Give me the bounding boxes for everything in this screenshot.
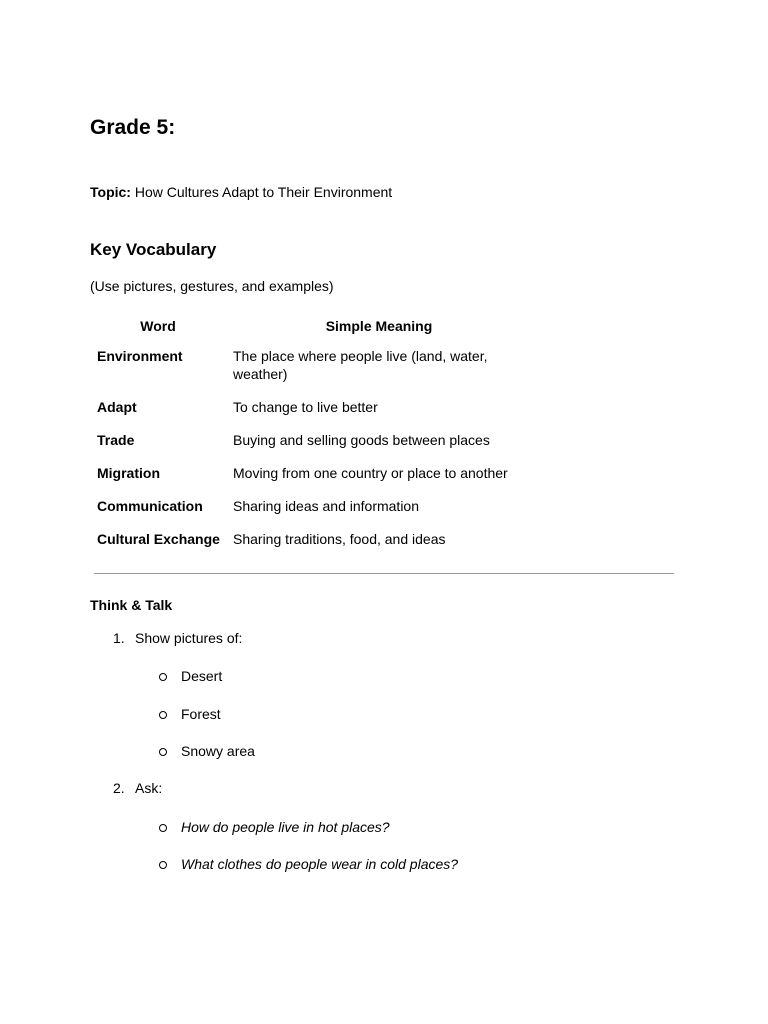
sub-list-item-text: Desert [181,668,223,684]
list-item-text: Ask: [135,780,163,796]
vocab-word: Trade [97,432,135,448]
sub-list-item-text: What clothes do people wear in cold places? [181,856,459,872]
vocab-table [90,318,532,556]
table-row [90,391,532,424]
vocab-header-meaning: Simple Meaning [325,318,433,334]
hollow-circle-bullet-icon [159,861,167,869]
topic-label: Topic: [90,184,131,200]
hollow-circle-bullet-icon [159,711,167,719]
table-row [90,424,532,457]
list-number: 2. [113,780,125,796]
vocab-meaning: Sharing ideas and information [233,498,420,514]
list-number: 1. [113,630,125,646]
vocab-meaning: Sharing traditions, food, and ideas [233,531,446,547]
vocab-word: Communication [97,498,203,514]
table-row [90,457,532,490]
vocab-word: Migration [97,465,160,481]
vocab-meaning: The place where people live (land, water, weather) [233,348,488,382]
document-title: Grade 5: [90,116,176,139]
table-row [90,490,532,523]
think-talk-heading: Think & Talk [90,597,173,613]
vocab-header-row [90,318,532,340]
vocab-meaning: Moving from one country or place to another [233,465,508,481]
vocab-word: Environment [97,348,183,364]
vocab-header-word: Word [140,318,176,334]
hollow-circle-bullet-icon [159,673,167,681]
vocab-meaning: Buying and selling goods between places [233,432,490,448]
table-row [90,523,532,556]
sub-list-item-text: How do people live in hot places? [181,819,390,835]
section-divider [94,573,674,574]
hollow-circle-bullet-icon [159,748,167,756]
vocab-word: Adapt [97,399,137,415]
topic-line [90,184,392,200]
vocab-word: Cultural Exchange [97,531,220,547]
sub-list-item-text: Forest [181,706,221,722]
vocab-meaning: To change to live better [233,399,378,415]
topic-text: How Cultures Adapt to Their Environment [134,184,393,200]
sub-list-item-text: Snowy area [181,743,255,759]
vocab-heading: Key Vocabulary [90,240,217,259]
vocab-note: (Use pictures, gestures, and examples) [90,278,334,294]
table-row [90,340,532,391]
hollow-circle-bullet-icon [159,824,167,832]
list-item-text: Show pictures of: [135,630,243,646]
